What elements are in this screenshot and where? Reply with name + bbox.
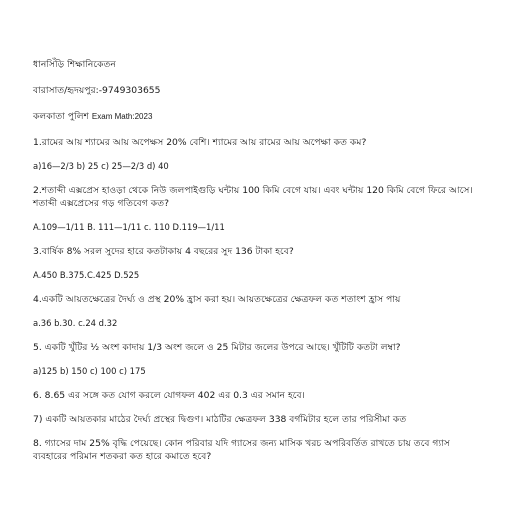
exam-title-prefix: কলকাতা পুলিশ xyxy=(33,111,89,122)
question-2-options: A.109—1/11 B. 111—1/11 c. 110 D.119—1/11 xyxy=(33,222,225,232)
question-1: 1.রামের আয় শ্যামের আয় অপেক্ষস 20% বেশি। শ্যামের আয় রামের আয় অপেক্ষা কত কম? xyxy=(33,137,367,148)
question-3-options: A.450 B.375.C.425 D.525 xyxy=(33,270,140,280)
question-4: 4.একটি আয়তক্ষেত্রের দৈর্ঘ্য ও প্রস্থ 20% হ্রাস করা হয়। আয়তক্ষেত্রের ক্ষেত্রফল কত শতাংশ হ্রাস পায় xyxy=(33,294,401,305)
school-address-phone: বারাসাত/হৃদয়পুর:-9749303655 xyxy=(33,85,161,96)
question-3: 3.বার্ষিক 8% সরল সুদের হারে কতটাকায় 4 বছরের সুদ 136 টাকা হবে? xyxy=(33,246,294,257)
question-1-options: a)16—2/3 b) 25 c) 25—2/3 d) 40 xyxy=(33,161,169,171)
question-2: 2.শতাব্দী এক্সপ্রেস হাওড়া থেকে নিউ জলপাইগুড়ি ঘন্টায় 100 কিমি বেগে যায়। এবং ঘন্টায় 120 কিমি বেগে ফিরে আসে। শতাব্দী এক্সপ্রেসের গড় গতিবেগ কত? xyxy=(33,185,473,209)
exam-title-suffix: Exam Math:2023 xyxy=(91,112,153,121)
question-7: 7) একটি আয়তকার মাঠের দৈর্ঘ্য প্রস্থের দ্বিগুণ। মাঠটির ক্ষেত্রফল 338 বর্গমিটার হলে তার পরিসীমা কত xyxy=(33,414,407,425)
question-4-options: a.36 b.30. c.24 d.32 xyxy=(33,318,118,328)
exam-title xyxy=(33,110,482,123)
question-8: 8. গ্যাসের দাম 25% বৃদ্ধি পেয়েছে। কোন পরিবার যদি গ্যাসের জন্য মাসিক খরচ অপরিবর্তিত রাখতে চায় তবে গ্যাস ব্যবহারের পরিমান শতকরা কত হারে কমাতে হবে? xyxy=(33,438,450,462)
school-name: ধানসিঁড়ি শিক্ষানিকেতন xyxy=(33,59,116,70)
question-5-options: a)125 b) 150 c) 100 c) 175 xyxy=(33,366,146,376)
question-6: 6. 8.65 এর সঙ্গে কত যোগ করলে যোগফল 402 এর 0.3 এর সমান হবে। xyxy=(33,390,305,401)
question-5: 5. একটি খুঁটির ½ অংশ কাদায় 1/3 অংশ জলে ও 25 মিটার জলের উপরে আছে। খুঁটিটি কতটা লম্বা? xyxy=(33,342,401,353)
